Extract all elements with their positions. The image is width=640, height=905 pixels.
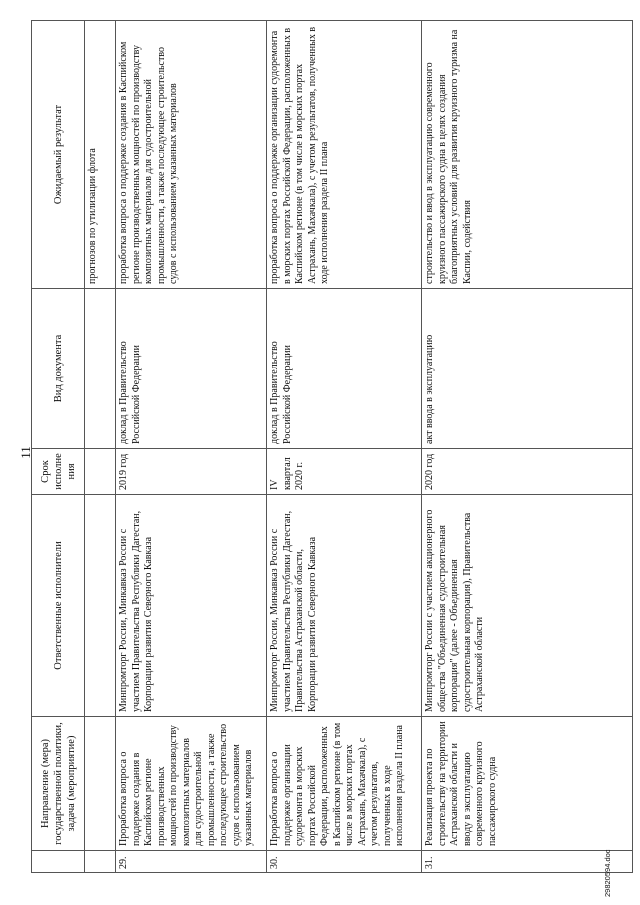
header-direction: Направление (мера) государственной политики, задача (мероприятие) <box>32 717 85 851</box>
header-deadline: Срок исполнения <box>32 449 85 495</box>
row-executors: Минпромторг России, Минкавказ России с участием Правительства Республики Дагестан, Правительства Астраханской области, Корпорации развития Северного Кавказа <box>267 495 422 717</box>
table-row <box>422 21 633 873</box>
header-executors: Ответственные исполнители <box>32 495 85 717</box>
row-deadline: IV квартал 2020 г. <box>267 449 422 495</box>
header-number <box>32 851 85 873</box>
row-doc-type: доклад в Правительство Российской Федерации <box>267 289 422 449</box>
continuation-row <box>85 21 116 873</box>
row-result: проработка вопроса о поддержке создания в Каспийском регионе производственных мощностей по производству композитных материалов для судостроительной промышленности, а также последующее строительство судов с использованием указанных материалов <box>116 21 267 289</box>
row-direction: Проработка вопроса о поддержке организации судоремонта в морских портах Российской Федерации, расположенных в Каспийском регионе (в том числе в морских портах Астрахань, Махачкала), с учетом результатов, полученных в ходе исполнения раздела II плана <box>267 717 422 851</box>
row-deadline: 2020 год <box>422 449 633 495</box>
measures-table <box>31 20 633 873</box>
row-deadline: 2019 год <box>116 449 267 495</box>
table-row <box>267 21 422 873</box>
row-result: проработка вопроса о поддержке организации судоремонта в морских портах Российской Федерации, расположенных в Каспийском регионе (в том числе в морских портах Астрахань, Махачкала), с учетом результатов, полученных в ходе исполнения раздела II плана <box>267 21 422 289</box>
row-executors: Минпромторг России с участием акционерного общества "Объединенная судостроительная корпорация" (далее - Объединенная судостроительная корпорация), Правительства Астраханской области <box>422 495 633 717</box>
header-doc-type: Вид документа <box>32 289 85 449</box>
continuation-result: прогнозов по утилизации флота <box>85 21 116 289</box>
row-number: 29. <box>116 851 267 873</box>
row-result: строительство и ввод в эксплуатацию современного круизного пассажирского судна в целях создания благоприятных условий для развития круизного туризма на Каспии, содействия <box>422 21 633 289</box>
table-header-row <box>32 21 85 873</box>
document-code: 29820594.doc <box>603 849 612 897</box>
row-doc-type: доклад в Правительство Российской Федерации <box>116 289 267 449</box>
row-direction: Проработка вопроса о поддержке создания в Каспийском регионе производственных мощностей по производству композитных материалов для судостроительной промышленности, а также последующее строительство судов с использованием указанных материалов <box>116 717 267 851</box>
row-direction: Реализация проекта по строительству на территории Астраханской области и вводу в эксплуатацию современного круизного пассажирского судна <box>422 717 633 851</box>
row-number: 31. <box>422 851 633 873</box>
row-number: 30. <box>267 851 422 873</box>
page-number: 11 <box>18 446 33 459</box>
row-executors: Минпромторг России, Минкавказ России с участием Правительства Республики Дагестан, Корпорации развития Северного Кавказа <box>116 495 267 717</box>
table-row <box>116 21 267 873</box>
header-result: Ожидаемый результат <box>32 21 85 289</box>
row-doc-type: акт ввода в эксплуатацию <box>422 289 633 449</box>
